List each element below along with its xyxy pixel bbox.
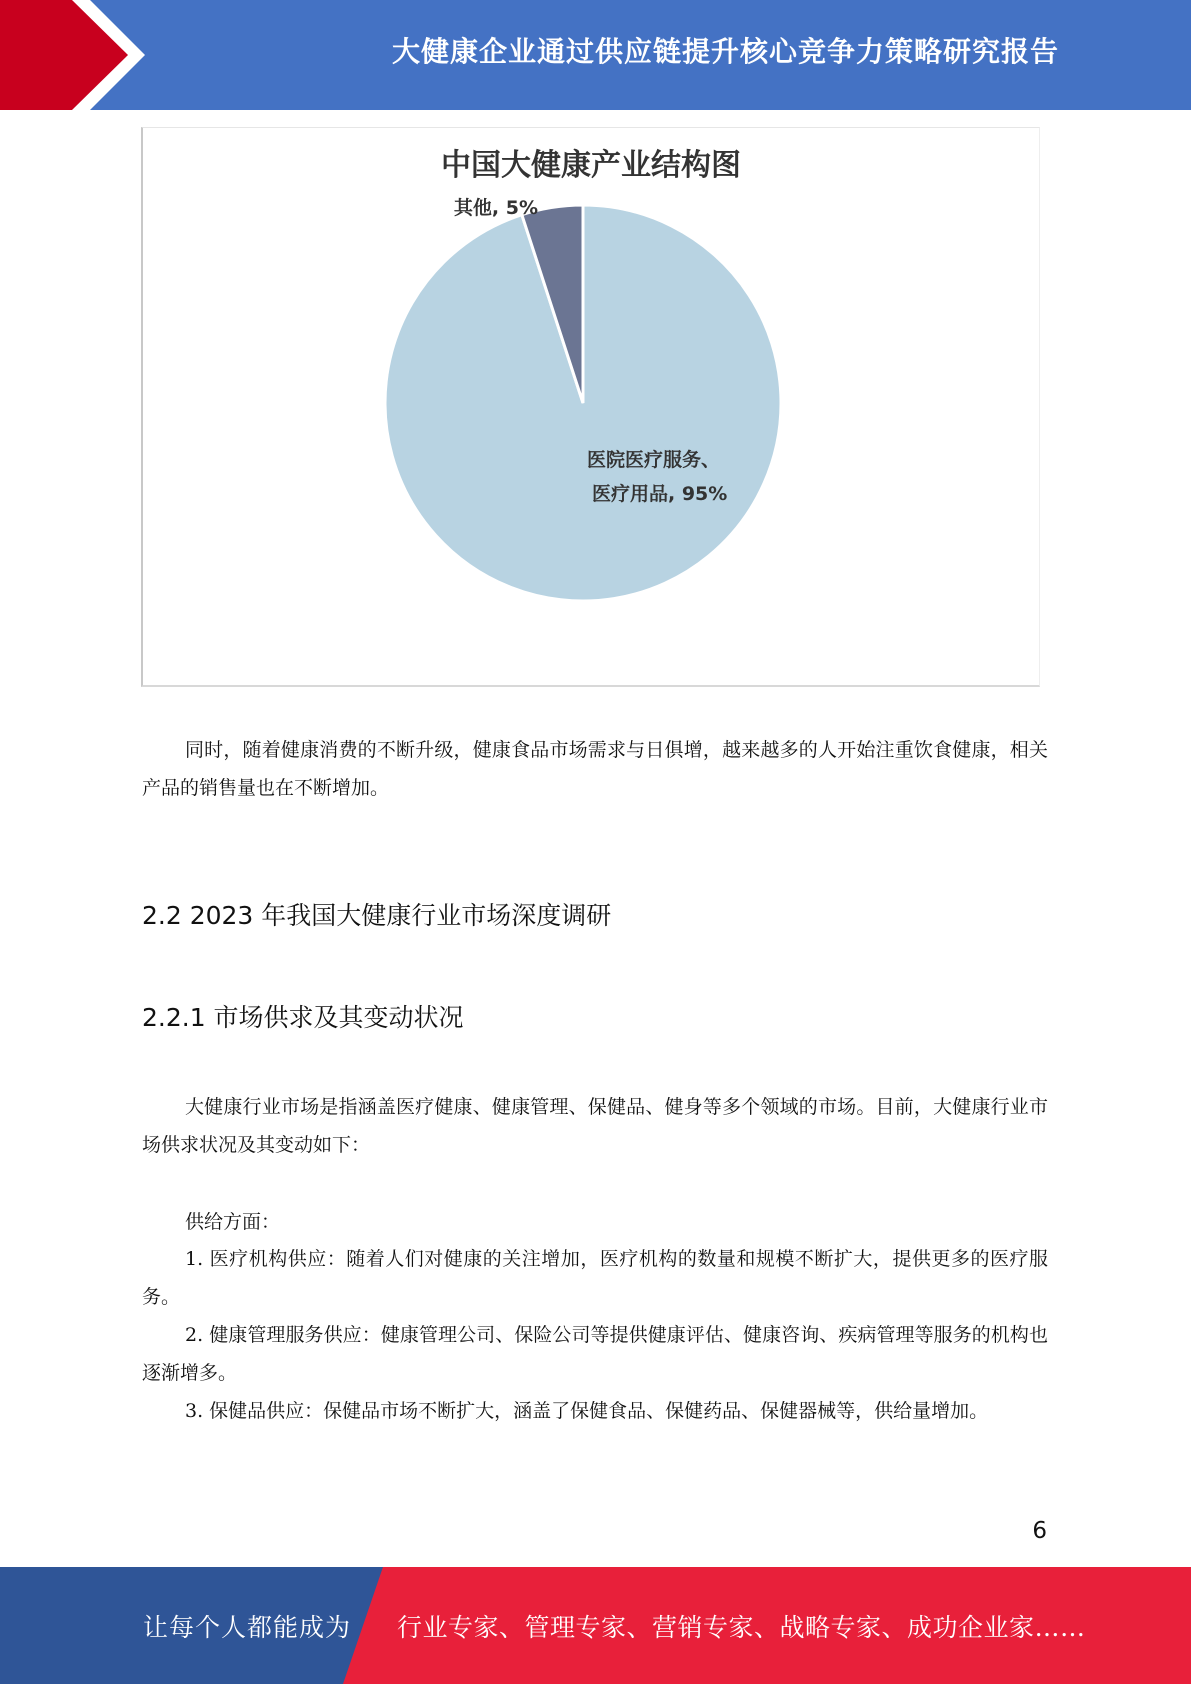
header-chevron-logo [0,0,160,110]
page-number: 6 [1032,1518,1047,1544]
pie-slices [385,205,781,601]
heading-2-2: 2.2 2023 年我国大健康行业市场深度调研 [142,901,612,930]
supply-item-2: 2. 健康管理服务供应：健康管理公司、保险公司等提供健康评估、健康咨询、疾病管理等服务的机构也逐渐增多。 [142,1324,1048,1384]
slice-label-main-line2: 医疗用品, 95% [592,483,728,505]
header-banner [0,0,1191,110]
pie-chart-figure [141,127,1040,687]
heading-2-2-1: 2.2.1 市场供求及其变动状况 [142,1003,464,1032]
paragraph-health-food: 同时，随着健康消费的不断升级，健康食品市场需求与日俱增，越来越多的人开始注重饮食健康，相关产品的销售量也在不断增加。 [142,739,1048,799]
footer-slogan-right: 行业专家、管理专家、营销专家、战略专家、成功企业家…… [397,1612,1086,1642]
slice-label-main-line1: 医院医疗服务、 [587,449,721,471]
supply-item-3: 3. 保健品供应：保健品市场不断扩大，涵盖了保健食品、保健药品、保健器械等，供给量增加。 [185,1400,989,1422]
paragraph-market-intro: 大健康行业市场是指涵盖医疗健康、健康管理、保健品、健身等多个领域的市场。目前，大健康行业市场供求状况及其变动如下： [142,1096,1048,1156]
pie-chart [143,128,1042,688]
footer-slogan-left: 让每个人都能成为 [143,1612,352,1642]
supply-item-1: 1. 医疗机构供应：随着人们对健康的关注增加，医疗机构的数量和规模不断扩大，提供更多的医疗服务。 [142,1248,1048,1308]
footer-banner [0,1567,1191,1684]
chart-title: 中国大健康产业结构图 [441,148,741,183]
supply-heading: 供给方面： [185,1211,281,1233]
header-title: 大健康企业通过供应链提升核心竞争力策略研究报告 [391,35,1059,68]
slice-label-other: 其他, 5% [453,197,538,219]
